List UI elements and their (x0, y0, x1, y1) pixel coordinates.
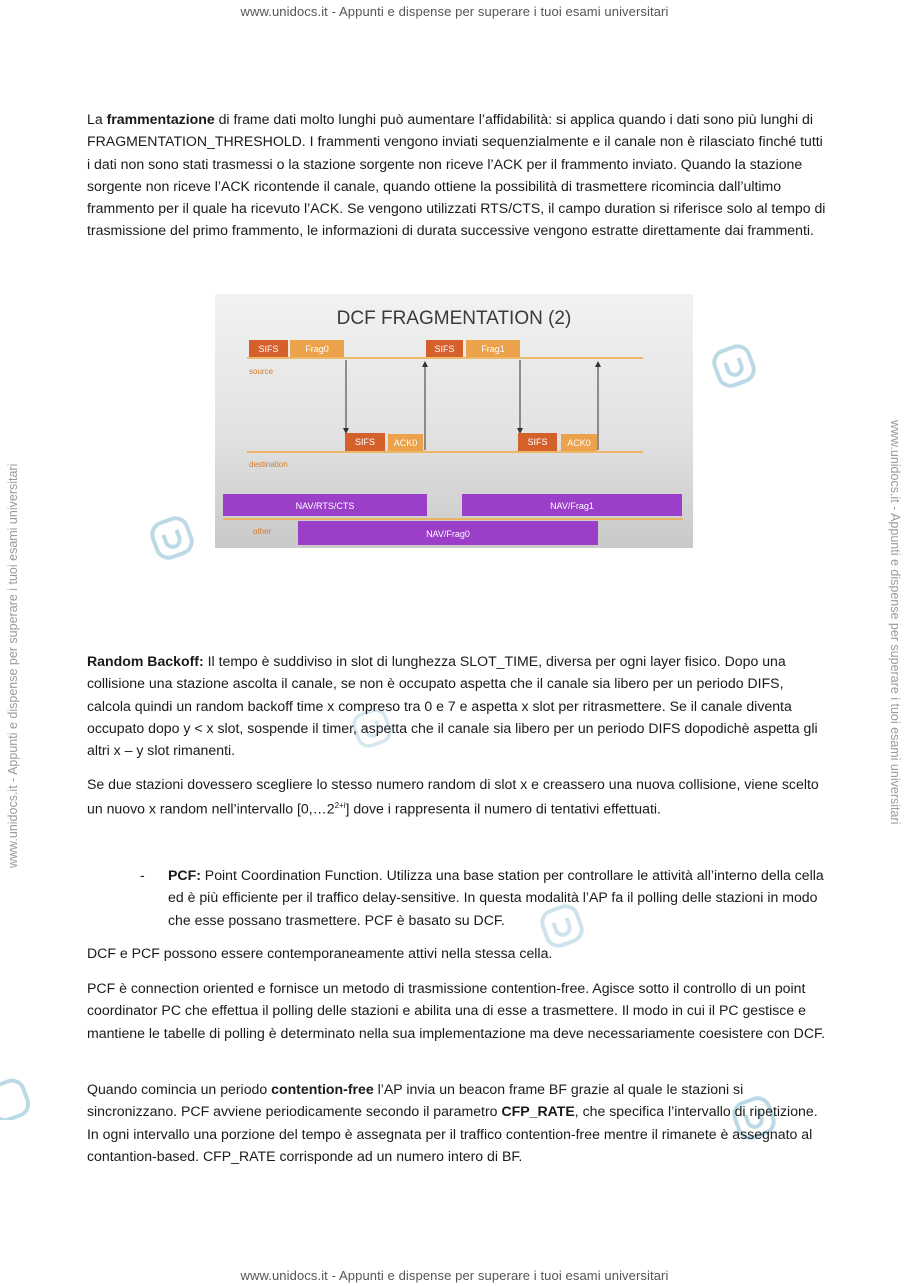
term-random-backoff: Random Backoff: (87, 653, 204, 669)
bullet-dash: - (140, 867, 145, 883)
paragraph-contention-free: Quando comincia un periodo contention-free l’AP invia un beacon frame BF grazie al quale le stazioni si sincronizzano. PCF avviene periodicamente secondo il parametro CFP_RATE, che specifica l’intervallo di ripetizione. In ogni intervallo una porzione del tempo è assegnata per il traffico contention-free mentre il rimanete è assegnato al contantion-based. CFP_RATE corrisponde ad un numero intero di BF. (87, 1081, 818, 1164)
diagram-title: DCF FRAGMENTATION (2) (336, 308, 572, 329)
watermark-header: www.unidocs.it - Appunti e dispense per superare i tuoi esami universitari (240, 4, 669, 19)
watermark-side-left: www.unidocs.it - Appunti e dispense per superare i tuoi esami universitari (6, 463, 20, 868)
watermark-logo-icon (712, 344, 756, 388)
sifs-block: SIFS (527, 437, 548, 447)
ack0-block: ACK0 (393, 438, 418, 448)
watermark-logo-icon (150, 516, 194, 560)
paragraph-frammentazione: La frammentazione di frame dati molto lunghi può aumentare l’affidabilità: si applica quando i dati sono più lunghi di FRAGMENTATION_THRESHOLD. I frammenti vengono inviati sequenzialmente e il canale non è rilasciato finché tutti i dati non sono stati trasmessi o la stazione sorgente non riceve l’ACK per il frammento inviato. Quando la stazione sorgente non riceve l’ACK ricontende il canale, quando ottiene la possibilità di trasmettere ricomincia dall’ultimo frammento per il quale ha ricevuto l’ACK. Se vengono utilizzati RTS/CTS, il campo duration si riferisce solo al tempo di trasmissione del primo frammento, le informazioni di durata successive vengono estratte direttamente dai frammenti. (87, 111, 826, 239)
bullet-pcf: PCF: Point Coordination Function. Utilizza una base station per controllare le attività all’interno della cella ed è più efficiente per il traffico delay-sensitive. In questa modalità l’AP fa il polling delle stazioni in modo che esse possano trasmettere. PCF è basato su DCF. (168, 867, 824, 928)
nav-frag1-bar: NAV/Frag1 (550, 501, 594, 511)
sifs-block: SIFS (258, 344, 279, 354)
paragraph-connection-oriented: PCF è connection oriented e fornisce un metodo di trasmissione contention-free. Agisce sotto il controllo di un point coordinator PC che effettua il polling delle stazioni e abilita una di esse a trasmettere. Il modo in cui il PC gestisce e mantiene le tabelle di polling è determinato nella sua implementazione ma deve necessariamente coesistere con DCF. (87, 980, 825, 1041)
sifs-block: SIFS (354, 437, 376, 447)
source-label: source (249, 367, 274, 376)
dcf-fragmentation-diagram (215, 294, 693, 548)
term-pcf: PCF: (168, 867, 201, 883)
exponent: 2+i (334, 801, 346, 811)
watermark-side-right: www.unidocs.it - Appunti e dispense per superare i tuoi esami universitari (888, 420, 902, 825)
term-cfp-rate: CFP_RATE (501, 1103, 575, 1120)
ack0-block: ACK0 (567, 438, 591, 448)
watermark-logo-icon (0, 1076, 30, 1120)
frag1-block: Frag1 (481, 344, 505, 354)
paragraph-random-backoff: Random Backoff: Il tempo è suddiviso in slot di lunghezza SLOT_TIME, diversa per ogni layer fisico. Dopo una collisione una stazione ascolta il canale, se non è occupato aspetta che il canale sia libero per un periodo DIFS, calcola quindi un random backoff time x compreso tra 0 e 7 e aspetta x slot per ritrasmettere. Se il canale diventa occupato dopo y < x slot, sospende il timer, aspetta che il canale sia libero per un periodo DIFS dopodichè aspetta gli altri x – y slot rimanenti. (87, 653, 818, 759)
frag0-block: Frag0 (305, 344, 329, 354)
term-contention-free: contention-free (271, 1081, 374, 1097)
paragraph-collisione: Se due stazioni dovessero scegliere lo stesso numero random di slot x e creassero una nuova collisione, viene scelto un nuovo x random nell’intervallo $[0,\dots 2^{2+i}]$ dove i rappresenta il numero di tentativi effettuati. (87, 776, 819, 817)
term-frammentazione: frammentazione (106, 111, 215, 127)
nav-frag0-bar: NAV/Frag0 (426, 529, 470, 539)
sifs-block: SIFS (434, 344, 455, 354)
nav-rts-cts-bar: NAV/RTS/CTS (295, 501, 355, 511)
other-label: other (253, 527, 272, 536)
paragraph-dcf-pcf: DCF e PCF possono essere contemporaneamente attivi nella stessa cella. (87, 945, 553, 961)
watermark-footer: www.unidocs.it - Appunti e dispense per superare i tuoi esami universitari (240, 1268, 669, 1283)
destination-label: destination (249, 460, 288, 469)
